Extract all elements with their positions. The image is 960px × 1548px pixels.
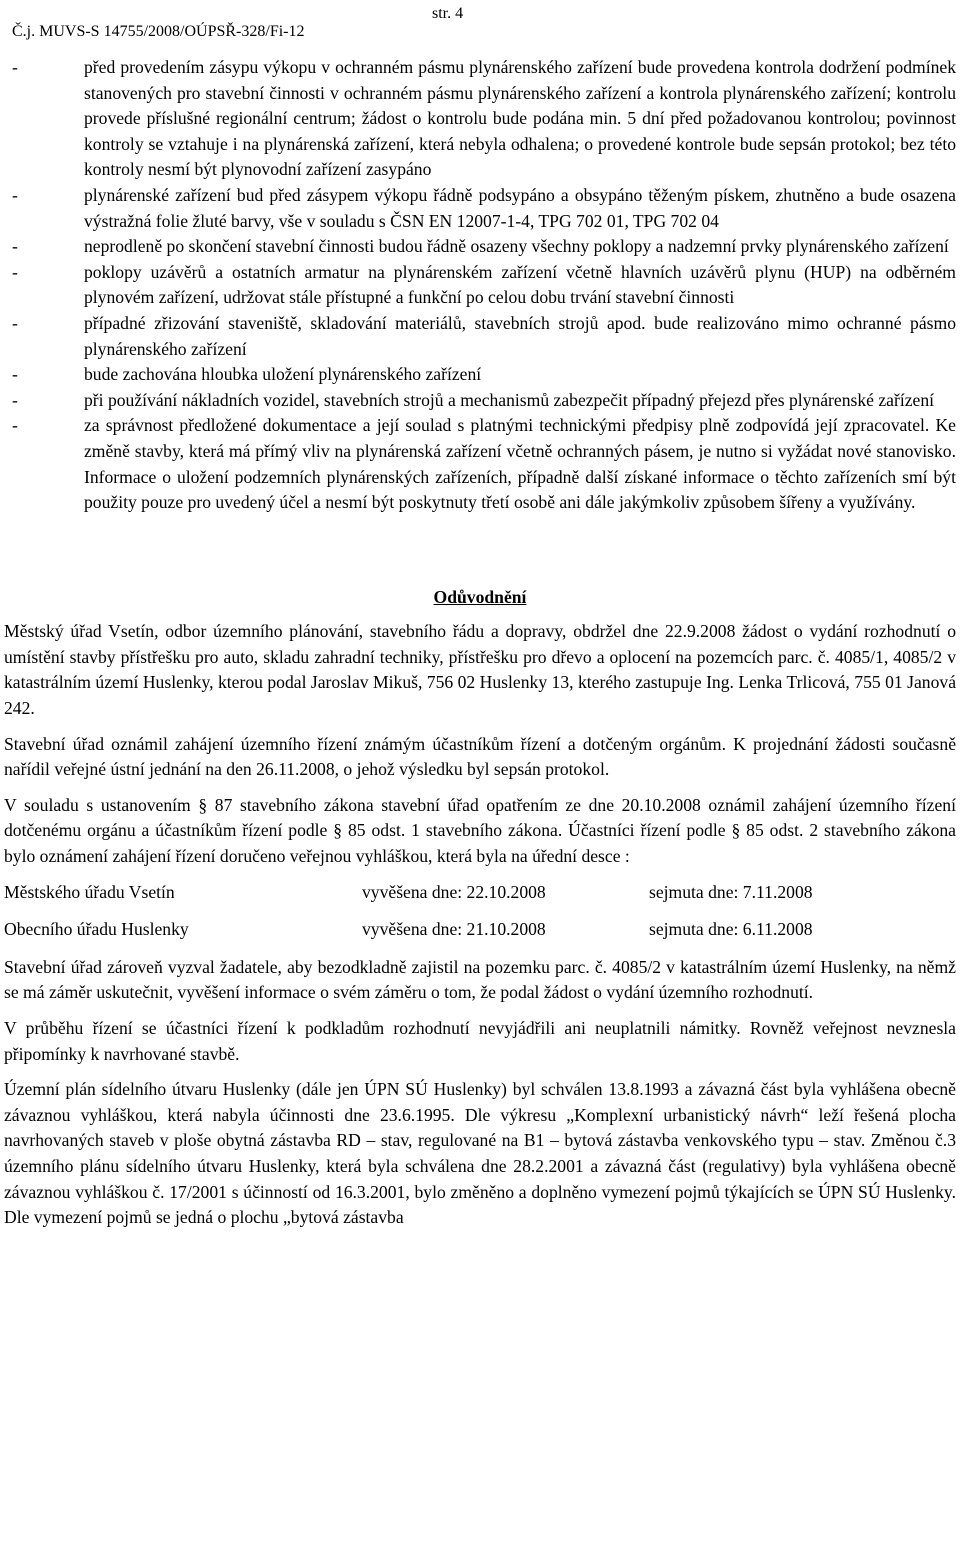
bullet-dash: - xyxy=(12,389,18,410)
paragraph-posting: Stavební úřad zároveň vyzval žadatele, aby bezodkladně zajistil na pozemku parc. č. 4085/2 v katastrálním území Huslenky, na němž se má záměr uskutečnit, vyvěšení informace o svém záměru o tom, že podal žádost o vydání územního rozhodnutí. xyxy=(4,956,956,1003)
paragraph-zoning-plan: Územní plán sídelního útvaru Huslenky (dále jen ÚPN SÚ Huslenky) byl schválen 13.8.1993 a závazná část byla vyhlášena obecně závaznou vyhláškou, která nabyla účinnosti dne 23.6.1995. Dle výkresu „Komplexní urbanistický návrh“ leží řešená plocha navrhovaných staveb v ploše obytná zástavba RD – stav, regulované na B1 – bytová zástavba venkovského typu – stav. Změnou č.3 územního plánu sídelního útvaru Huslenky, která byla schválena dne 28.2.2001 a závazná část (regulativy) byla vyhlášena obecně závaznou vyhláškou č. 17/2001 s účinností od 16.3.2001, bylo změněno a doplněno vymezení pojmů týkajících se ÚPN SÚ Huslenky. Dle vymezení pojmů se jedná o plochu „bytová zástavba xyxy=(4,1079,956,1228)
conditions-list xyxy=(4,55,956,516)
bullet-dash: - xyxy=(12,364,18,385)
section-heading: Odůvodnění xyxy=(433,586,527,607)
condition-item: - případné zřizování staveniště, skladování materiálů, stavebních strojů apod. bude realizováno mimo ochranné pásmo plynárenského zařízení xyxy=(12,312,956,359)
document-reference: Č.j. MUVS-S 14755/2008/OÚPSŘ-328/Fi-12 xyxy=(12,23,305,40)
condition-item: - neprodleně po skončení stavební činnosti budou řádně osazeny všechny poklopy a nadzemní prvky plynárenského zařízení xyxy=(4,234,956,260)
bullet-dash: - xyxy=(12,312,18,333)
notice-posted-date: vyvěšena dne: 21.10.2008 xyxy=(362,919,546,940)
condition-item: - za správnost předložené dokumentace a její soulad s platnými technickými předpisy plně zodpovídá její zpracovatel. Ke změně stavby, která má přímý vliv na plynárenská zařízení včetně ochranných pásem, je nutno si vyžádat nové stanovisko. Informace o uložení podzemních plynárenských zařízeních, případně další získané informace o těchto zařízeních smí být použity pouze pro uvedený účel a nesmí být poskytnuty třetí osobě ani dále jakýmkoliv způsobem šířeny a využívány. xyxy=(12,415,956,513)
notice-office: Obecního úřadu Huslenky xyxy=(4,919,189,940)
page-number: str. 4 xyxy=(432,5,464,22)
bullet-dash: - xyxy=(12,415,18,436)
notice-row xyxy=(4,917,956,943)
condition-item: - před provedením zásypu výkopu v ochranném pásmu plynárenského zařízení bude provedena kontrola dodržení podmínek stanovených pro stavební činnosti v ochranném pásmu plynárenského zařízení a kontrola plynárenského zařízení; kontrolu provede příslušné regionální centrum; žádost o kontrolu bude podána min. 5 dní před požadovanou kontrolou; povinnost kontroly se vztahuje i na plynárenská zařízení, která nebyla odhalena; o provedené kontrole bude sepsán protokol; bez této kontroly nesmí být plynovodní zařízení zasypáno xyxy=(12,57,956,180)
bullet-dash: - xyxy=(12,236,18,257)
paragraph-objections: V průběhu řízení se účastníci řízení k podkladům rozhodnutí nevyjádřili ani neuplatnili námitky. Rovněž veřejnost nevznesla připomínky k navrhované stavbě. xyxy=(4,1018,956,1064)
condition-item: - při používání nákladních vozidel, stavebních strojů a mechanismů zabezpečit případný přejezd přes plynárenské zařízení xyxy=(4,388,956,414)
condition-item: - poklopy uzávěrů a ostatních armatur na plynárenském zařízení včetně hlavních uzávěrů plynu (HUP) na odběrném plynovém zařízení, udržovat stále přístupné a funkční po celou dobu trvání stavební činnosti xyxy=(12,261,956,308)
notice-posted-date: vyvěšena dne: 22.10.2008 xyxy=(362,881,546,902)
notice-removed-date: sejmuta dne: 7.11.2008 xyxy=(649,881,813,902)
condition-item: - bude zachována hloubka uložení plynárenského zařízení xyxy=(4,362,956,388)
notice-removed-date: sejmuta dne: 6.11.2008 xyxy=(649,919,813,940)
bullet-dash: - xyxy=(12,184,18,205)
page-header xyxy=(4,5,464,59)
notice-office: Městského úřadu Vsetín xyxy=(4,881,175,902)
paragraph-proceedings: Stavební úřad oznámil zahájení územního řízení známým účastníkům řízení a dotčeným orgánům. K projednání žádosti současně nařídil veřejné ústní jednání na den 26.11.2008, o jehož výsledku byl sepsán protokol. xyxy=(4,733,956,780)
notice-row xyxy=(4,880,956,906)
paragraph-notification: V souladu s ustanovením § 87 stavebního zákona stavební úřad opatřením ze dne 20.10.2008 oznámil zahájení územního řízení dotčenému orgánu a účastníkům řízení podle § 85 odst. 1 stavebního zákona. Účastníci řízení podle § 85 odst. 2 stavebního zákona bylo oznámení zahájení řízení doručeno veřejnou vyhláškou, která byla na úřední desce : xyxy=(4,794,956,867)
document-body xyxy=(4,55,956,1241)
condition-item: - plynárenské zařízení bud před zásypem výkopu řádně podsypáno a obsypáno těženým pískem, zhutněno a bude osazena výstražná folie žluté barvy, vše v souladu s ČSN EN 12007-1-4, TPG 702 01, TPG 702 04 xyxy=(12,184,956,231)
paragraph-application: Městský úřad Vsetín, odbor územního plánování, stavebního řádu a dopravy, obdržel dne 22.9.2008 žádost o vydání rozhodnutí o umístění stavby přístřešku pro auto, skladu zahradní techniky, přístřešku pro dřevo a oplocení na pozemcích parc. č. 4085/1, 4085/2 v katastrálním území Huslenky, kterou podal Jaroslav Mikuš, 756 02 Huslenky 13, kterého zastupuje Ing. Lenka Trlicová, 755 01 Janová 242. xyxy=(4,621,956,719)
bullet-dash: - xyxy=(12,57,18,77)
bullet-dash: - xyxy=(12,261,18,282)
